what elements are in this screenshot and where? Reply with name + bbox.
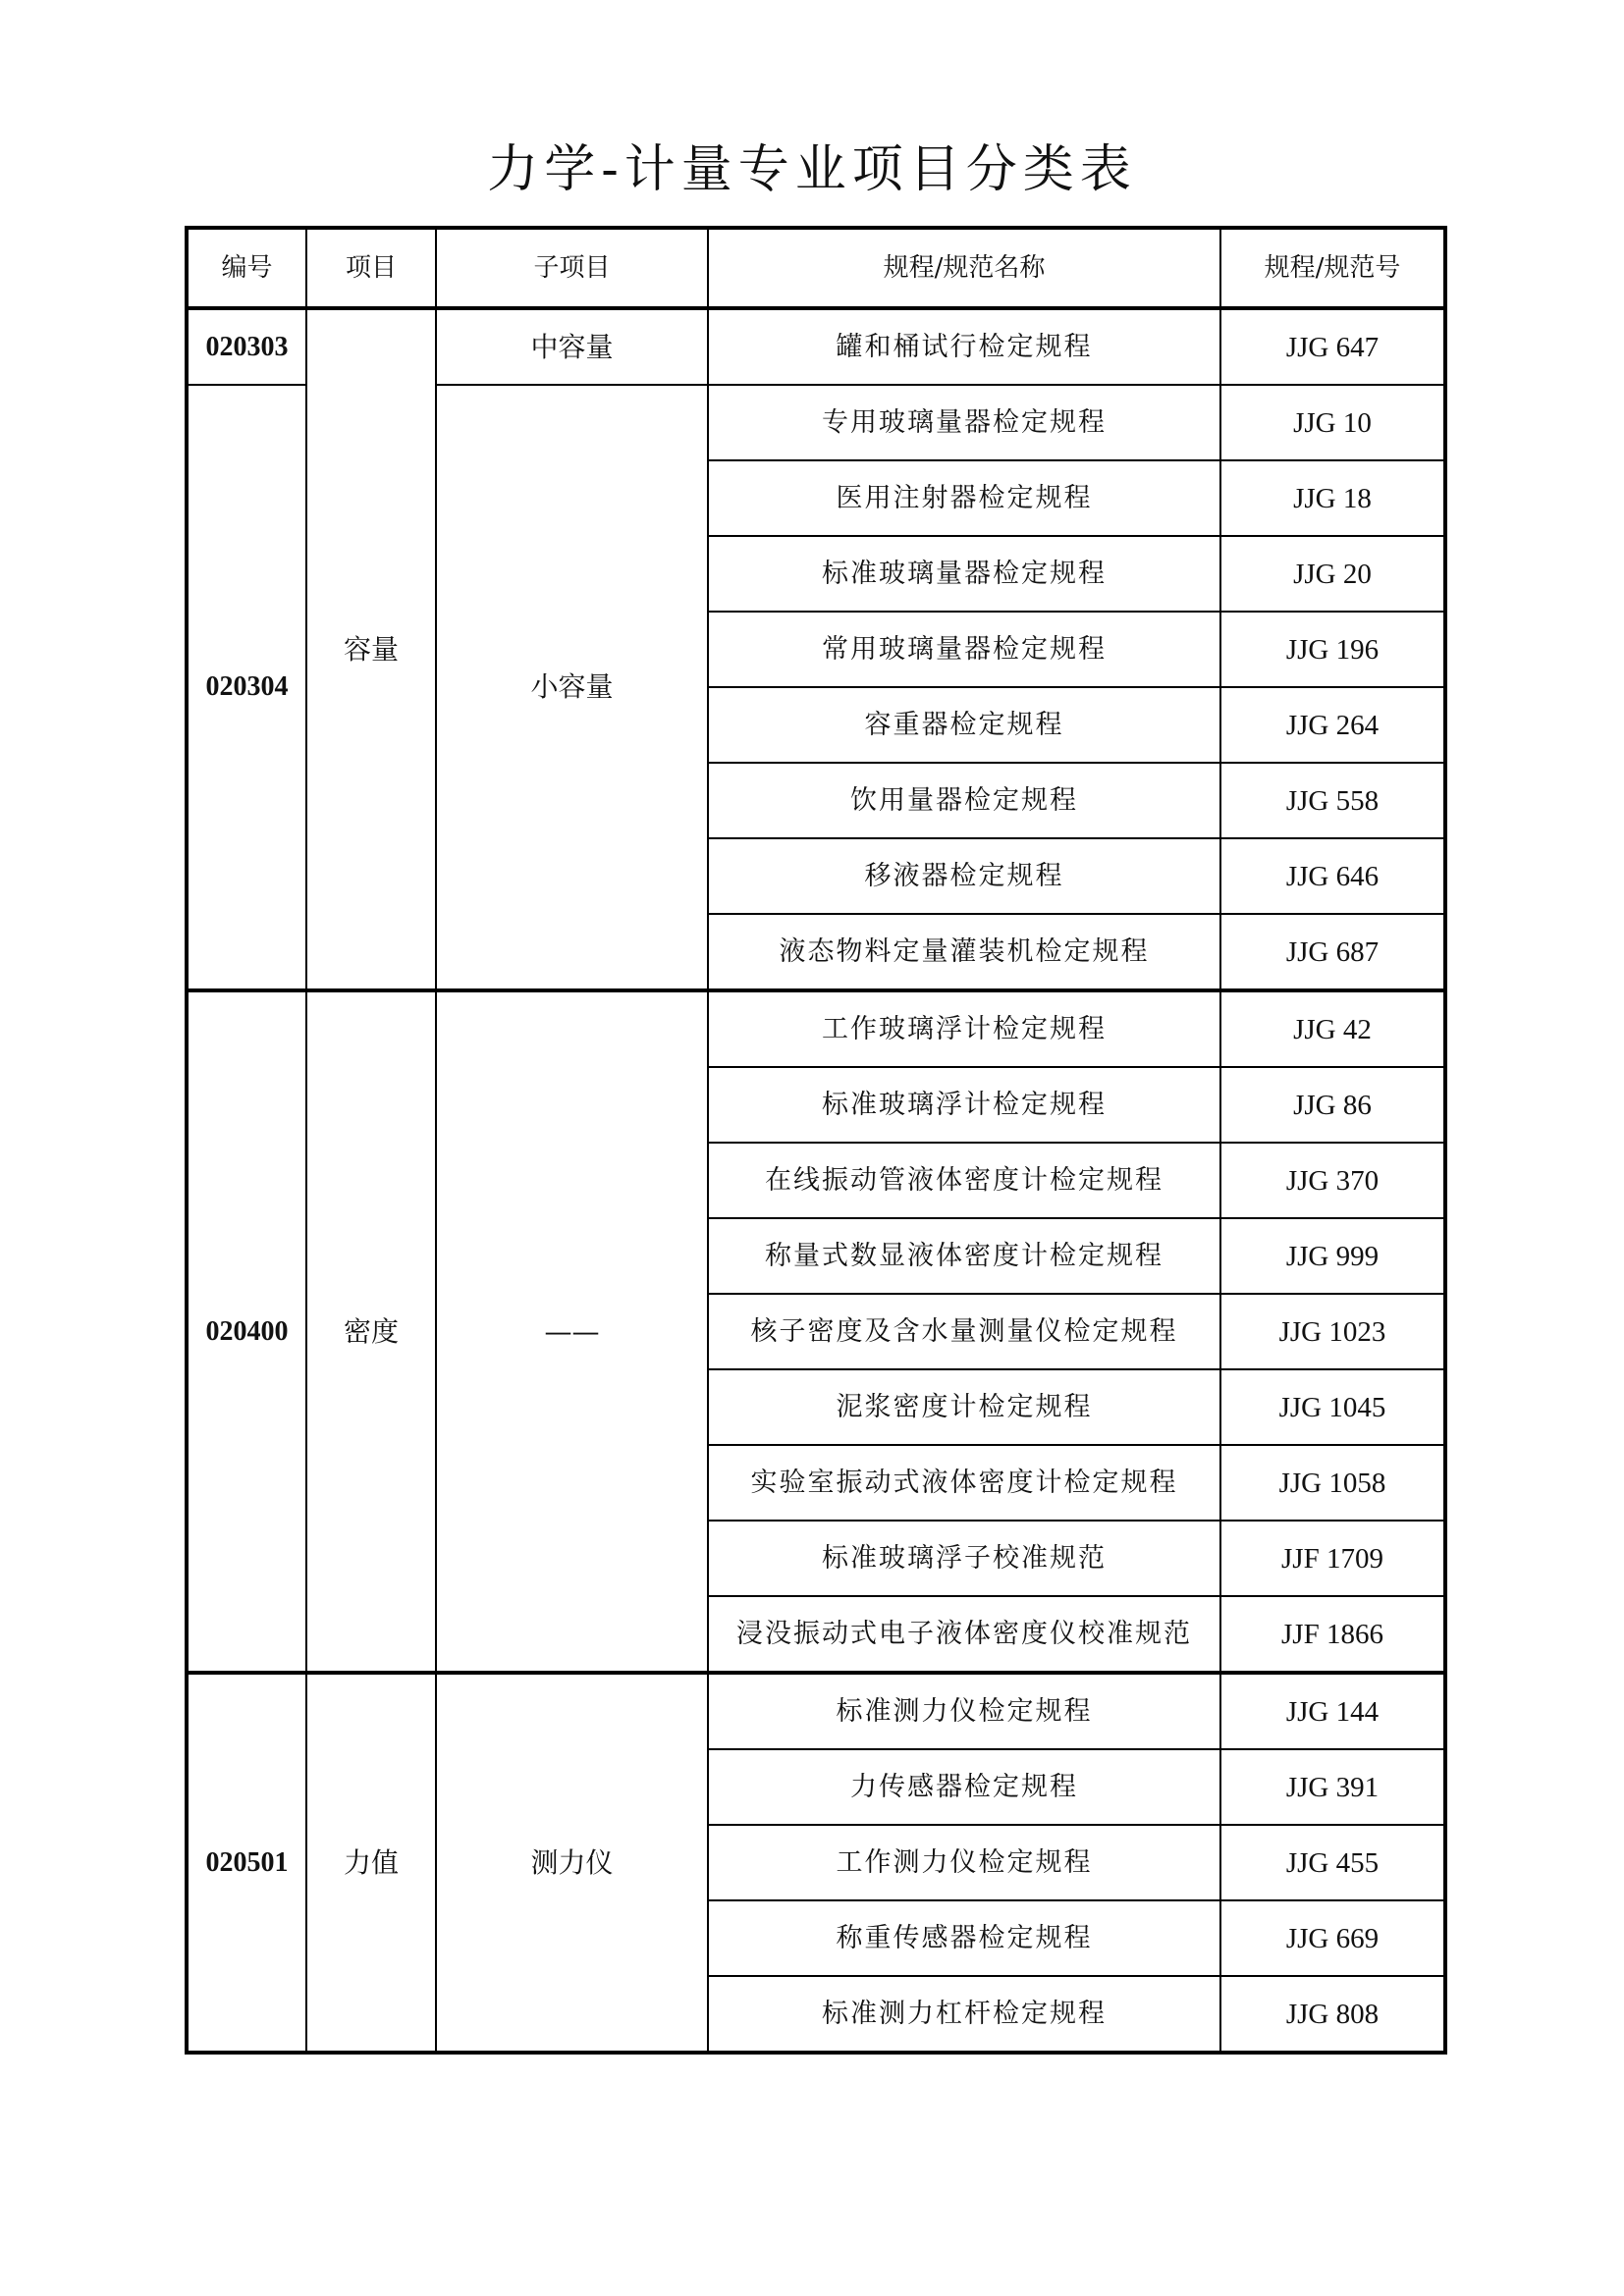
standard-name: 在线振动管液体密度计检定规程 xyxy=(708,1143,1220,1218)
standard-number: JJG 391 xyxy=(1220,1749,1445,1825)
header-row xyxy=(187,228,1445,308)
standard-name: 液态物料定量灌装机检定规程 xyxy=(708,914,1220,990)
standard-name: 工作玻璃浮计检定规程 xyxy=(708,990,1220,1067)
standard-number: JJG 264 xyxy=(1220,687,1445,763)
standard-name: 称重传感器检定规程 xyxy=(708,1900,1220,1976)
standard-name: 标准玻璃浮子校准规范 xyxy=(708,1521,1220,1596)
standard-name: 称量式数显液体密度计检定规程 xyxy=(708,1218,1220,1294)
standard-number: JJG 455 xyxy=(1220,1825,1445,1900)
standard-name: 常用玻璃量器检定规程 xyxy=(708,612,1220,687)
group-subitem: 小容量 xyxy=(436,385,708,990)
group-code: 020303 xyxy=(187,308,306,385)
standard-number: JJG 196 xyxy=(1220,612,1445,687)
standard-name: 核子密度及含水量测量仪检定规程 xyxy=(708,1294,1220,1369)
table-row xyxy=(187,1673,1445,1749)
standard-name: 浸没振动式电子液体密度仪校准规范 xyxy=(708,1596,1220,1673)
standard-number: JJG 1023 xyxy=(1220,1294,1445,1369)
group-code: 020304 xyxy=(187,385,306,990)
header-code: 编号 xyxy=(187,228,306,308)
table-row xyxy=(187,308,1445,385)
page-title: 力学-计量专业项目分类表 xyxy=(487,140,1137,199)
standard-name: 饮用量器检定规程 xyxy=(708,763,1220,838)
standard-name: 力传感器检定规程 xyxy=(708,1749,1220,1825)
group-subitem: 中容量 xyxy=(436,308,708,385)
standard-number: JJG 558 xyxy=(1220,763,1445,838)
header-item: 项目 xyxy=(306,228,436,308)
standard-name: 罐和桶试行检定规程 xyxy=(708,308,1220,385)
standard-number: JJG 687 xyxy=(1220,914,1445,990)
standard-number: JJG 999 xyxy=(1220,1218,1445,1294)
standard-number: JJG 647 xyxy=(1220,308,1445,385)
standard-name: 专用玻璃量器检定规程 xyxy=(708,385,1220,460)
standard-number: JJG 808 xyxy=(1220,1976,1445,2053)
standard-number: JJG 18 xyxy=(1220,460,1445,536)
standard-name: 标准玻璃浮计检定规程 xyxy=(708,1067,1220,1143)
header-subitem: 子项目 xyxy=(436,228,708,308)
group-item: 容量 xyxy=(306,308,436,990)
standard-number: JJF 1709 xyxy=(1220,1521,1445,1596)
group-item: 力值 xyxy=(306,1673,436,2053)
standard-name: 医用注射器检定规程 xyxy=(708,460,1220,536)
standard-number: JJG 86 xyxy=(1220,1067,1445,1143)
standard-number: JJG 42 xyxy=(1220,990,1445,1067)
standard-name: 实验室振动式液体密度计检定规程 xyxy=(708,1445,1220,1521)
standard-name: 泥浆密度计检定规程 xyxy=(708,1369,1220,1445)
standard-number: JJG 1058 xyxy=(1220,1445,1445,1521)
standard-name: 标准测力仪检定规程 xyxy=(708,1673,1220,1749)
group-code: 020501 xyxy=(187,1673,306,2053)
standard-name: 移液器检定规程 xyxy=(708,838,1220,914)
standard-number: JJG 144 xyxy=(1220,1673,1445,1749)
standard-number: JJG 646 xyxy=(1220,838,1445,914)
standard-name: 标准玻璃量器检定规程 xyxy=(708,536,1220,612)
header-number: 规程/规范号 xyxy=(1220,228,1445,308)
standard-number: JJG 370 xyxy=(1220,1143,1445,1218)
group-subitem: —— xyxy=(436,990,708,1673)
standard-number: JJG 10 xyxy=(1220,385,1445,460)
standard-name: 标准测力杠杆检定规程 xyxy=(708,1976,1220,2053)
table-row xyxy=(187,990,1445,1067)
standards-table xyxy=(185,226,1447,2055)
standard-name: 工作测力仪检定规程 xyxy=(708,1825,1220,1900)
standard-number: JJF 1866 xyxy=(1220,1596,1445,1673)
group-subitem: 测力仪 xyxy=(436,1673,708,2053)
standard-number: JJG 20 xyxy=(1220,536,1445,612)
standard-number: JJG 1045 xyxy=(1220,1369,1445,1445)
standard-number: JJG 669 xyxy=(1220,1900,1445,1976)
group-code: 020400 xyxy=(187,990,306,1673)
standard-name: 容重器检定规程 xyxy=(708,687,1220,763)
header-name: 规程/规范名称 xyxy=(708,228,1220,308)
group-item: 密度 xyxy=(306,990,436,1673)
